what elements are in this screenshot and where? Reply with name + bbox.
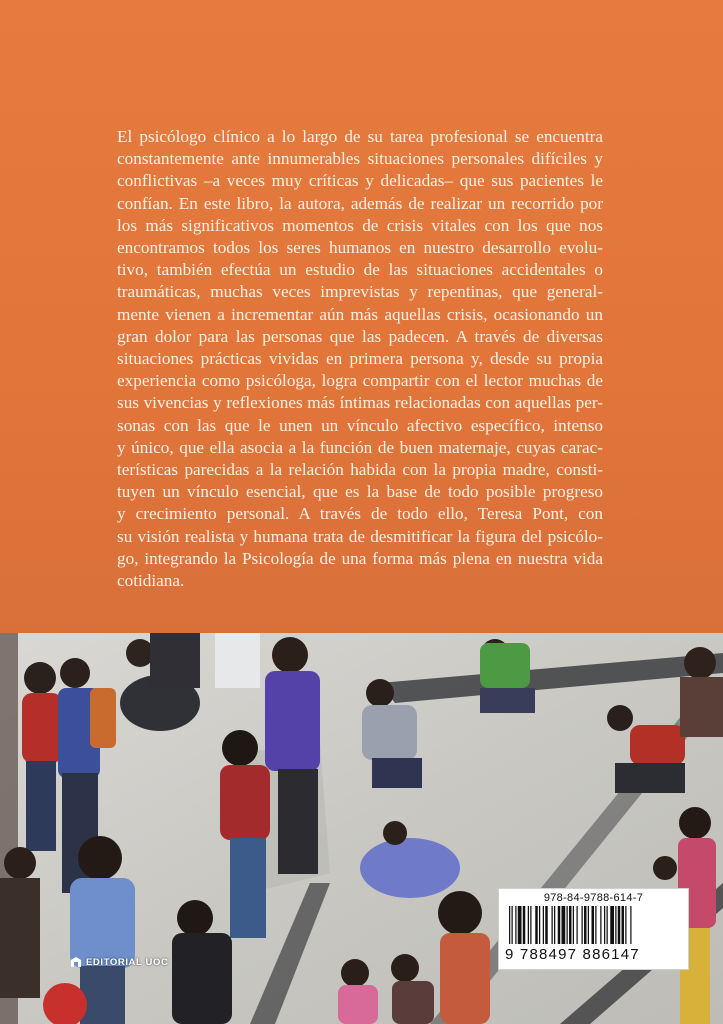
blurb-line: cotidiana. — [117, 571, 185, 591]
blurb-line: experiencia como psicóloga, logra compartir con el lector muchas de — [117, 371, 603, 391]
blurb-line: y único, que ella asocia a la función de buen maternaje, cuyas carac- — [117, 437, 603, 457]
isbn-label: 978-84-9788-614-7 — [543, 892, 644, 904]
barcode-bar — [582, 906, 583, 944]
isbn-barcode — [498, 888, 689, 970]
barcode-bar — [535, 906, 538, 944]
blurb-line: su visión realista y humana trata de desmitificar la figura del psicólo- — [117, 526, 603, 546]
barcode-bar — [545, 906, 548, 944]
barcode-bar — [577, 906, 578, 944]
barcode-bar — [518, 906, 522, 944]
blurb-line: El psicólogo clínico a lo largo de su tarea profesional se encuentra — [117, 127, 603, 146]
barcode-bar — [604, 906, 605, 944]
barcode-bar — [509, 906, 510, 944]
blurb-line: y crecimiento personal. A través de todo ello, Teresa Pont, con — [117, 504, 603, 524]
barcode-bar — [600, 906, 601, 944]
blurb-text — [117, 126, 603, 592]
blurb-line: conflictivas –a veces muy críticas y delicadas– que sus pacientes le — [117, 171, 603, 191]
barcode-bar — [515, 906, 516, 944]
barcode-bar — [558, 906, 561, 944]
barcode-bar — [554, 906, 555, 944]
barcode-bar — [530, 906, 531, 944]
blurb-line: los más significativos momentos de crisis vitales con los que nos — [117, 215, 603, 235]
barcode-bar — [618, 906, 621, 944]
publisher-mark — [70, 956, 168, 968]
barcode-bar — [584, 906, 587, 944]
blurb-line: traumáticas, muchas veces imprevistas y repentinas, que general- — [117, 282, 603, 302]
barcode-bar — [512, 906, 513, 944]
barcode-bar — [552, 906, 553, 944]
blurb-line: mente vienen a incrementar aún más aquellas crisis, ocasionando un — [117, 304, 603, 324]
barcode-bar — [573, 906, 574, 944]
barcode-bar — [528, 906, 529, 944]
publisher-logo-icon — [70, 956, 82, 968]
barcode-bar — [622, 906, 625, 944]
barcode-bar — [610, 906, 614, 944]
barcode-bar — [569, 906, 572, 944]
barcode-bar — [592, 906, 595, 944]
barcode-bars — [509, 906, 679, 946]
barcode-bar — [562, 906, 566, 944]
barcode-bar — [595, 906, 596, 944]
barcode-bar — [607, 906, 608, 944]
blurb-line: confían. En este libro, la autora, además de realizar un recorrido por — [117, 193, 603, 213]
blurb-line: tivo, también efectúa un estudio de las situaciones accidentales o — [117, 260, 603, 280]
blurb-line: tuyen un vínculo esencial, que es la base de todo posible progreso — [117, 482, 603, 502]
barcode-bar — [615, 906, 616, 944]
publisher-name: EDITORIAL UOC — [86, 956, 169, 968]
barcode-bar — [567, 906, 568, 944]
blurb-line: situaciones prácticas vividas en primera persona y, desde su propia — [117, 349, 603, 369]
barcode-bar — [588, 906, 589, 944]
blurb-line: sonas con las que le unen un vínculo afectivo específico, intenso — [117, 415, 603, 435]
barcode-bar — [523, 906, 526, 944]
barcode-bar — [625, 906, 626, 944]
blurb-line: constantemente ante innumerables situaciones personales difíciles y — [117, 149, 603, 169]
barcode-digits: 9 788497 886147 — [505, 946, 640, 963]
barcode-bar — [543, 906, 544, 944]
barcode-bar — [539, 906, 540, 944]
blurb-line: gran dolor para las personas que las padecen. A través de diversas — [117, 326, 603, 346]
blurb-line: terísticas parecidas a la relación habida con la propia madre, consti- — [117, 460, 603, 480]
blurb-line: go, integrando la Psicología de una forma más plena en nuestra vida — [117, 548, 603, 568]
barcode-bar — [630, 906, 631, 944]
blurb-line: encontramos todos los seres humanos en nuestro desarrollo evolu- — [117, 238, 603, 258]
blurb-line: sus vivencias y reflexiones más íntimas relacionadas con aquellas per- — [117, 393, 603, 413]
